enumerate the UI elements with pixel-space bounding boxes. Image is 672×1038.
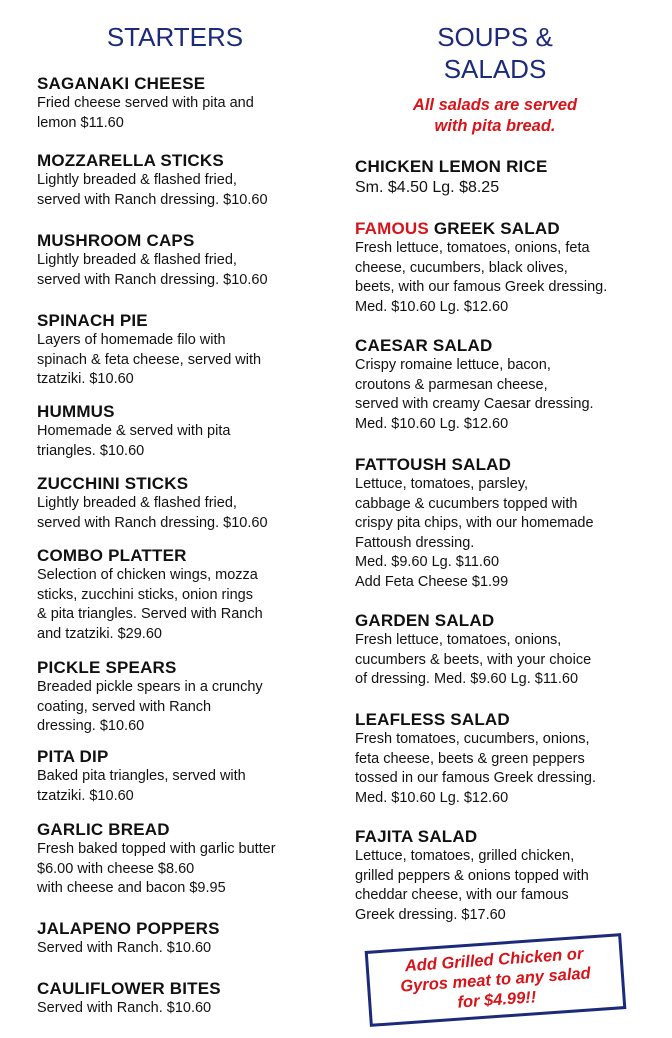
item-desc: Fried cheese served with pita and lemon $11.60: [37, 95, 254, 131]
item-desc: Lettuce, tomatoes, parsley, cabbage & cucumbers topped with crispy pita chips, with our homemade Fattoush dressing. Med. $9.60 Lg. $11.60 Add Feta Cheese $1.99: [355, 476, 594, 590]
soups-salads-heading: [395, 21, 595, 85]
menu-item: [355, 219, 655, 317]
item-desc: Fresh lettuce, tomatoes, onions, feta cheese, cucumbers, black olives, beets, with our famous Greek dressing. Med. $10.60 Lg. $12.60: [355, 240, 608, 315]
item-name: LEAFLESS SALAD: [355, 710, 510, 729]
item-desc: Lightly breaded & flashed fried, served with Ranch dressing. $10.60: [37, 495, 268, 531]
item-name: SPINACH PIE: [37, 311, 148, 330]
item-desc: Fresh baked topped with garlic butter $6.00 with cheese $8.60 with cheese and bacon $9.95: [37, 841, 276, 896]
menu-item: [37, 402, 337, 461]
item-desc: Breaded pickle spears in a crunchy coating, served with Ranch dressing. $10.60: [37, 679, 263, 734]
item-name: CAULIFLOWER BITES: [37, 979, 221, 998]
item-desc: Served with Ranch. $10.60: [37, 940, 212, 956]
salad-note: All salads are served with pita bread.: [412, 96, 578, 135]
menu-item: [355, 157, 655, 198]
item-name: PITA DIP: [37, 747, 109, 766]
menu-item: [37, 747, 337, 806]
item-name: JALAPENO POPPERS: [37, 919, 220, 938]
menu-item: [37, 979, 337, 1019]
item-desc: Lettuce, tomatoes, grilled chicken, grilled peppers & onions topped with cheddar cheese, with our famous Greek dressing. $17.60: [355, 848, 589, 923]
menu-item: [37, 820, 337, 899]
menu-item: [37, 474, 337, 533]
menu-item: [37, 231, 337, 290]
menu-item: [37, 546, 337, 644]
menu-item: [355, 336, 655, 434]
item-name: COMBO PLATTER: [37, 546, 187, 565]
menu-item: [355, 710, 655, 808]
menu-item: [37, 311, 337, 390]
heading-line: SALADS: [443, 54, 547, 84]
item-desc: Baked pita triangles, served with tzatziki. $10.60: [37, 768, 246, 804]
item-name: CHICKEN LEMON RICE: [355, 157, 548, 176]
heading-line: SOUPS &: [437, 22, 553, 52]
menu-item: [37, 151, 337, 210]
item-desc: Crispy romaine lettuce, bacon, croutons & parmesan cheese, served with creamy Caesar dressing. Med. $10.60 Lg. $12.60: [355, 357, 594, 432]
item-name: GARLIC BREAD: [37, 820, 170, 839]
item-desc: Selection of chicken wings, mozza sticks, zucchini sticks, onion rings & pita triangles. Served with Ranch and tzatziki. $29.60: [37, 567, 263, 642]
item-name: MUSHROOM CAPS: [37, 231, 195, 250]
item-desc: Homemade & served with pita triangles. $10.60: [37, 423, 231, 459]
item-desc: Served with Ranch. $10.60: [37, 1000, 212, 1016]
item-price: Sm. $4.50 Lg. $8.25: [355, 179, 500, 196]
menu-item: [37, 658, 337, 737]
menu-item: [355, 827, 655, 925]
item-name-highlight: FAMOUS: [355, 219, 429, 238]
promo-box: [365, 933, 627, 1027]
item-name: [355, 219, 655, 239]
menu-item: [37, 919, 337, 959]
item-name: FAJITA SALAD: [355, 827, 478, 846]
item-name-rest: GREEK SALAD: [428, 219, 560, 238]
promo-text: Add Grilled Chicken or Gyros meat to any salad for $4.99!!: [399, 944, 592, 1012]
item-desc: Lightly breaded & flashed fried, served with Ranch dressing. $10.60: [37, 172, 268, 208]
item-desc: Fresh tomatoes, cucumbers, onions, feta cheese, beets & green peppers tossed in our famous Greek dressing. Med. $10.60 Lg. $12.60: [355, 731, 596, 806]
item-name: MOZZARELLA STICKS: [37, 151, 224, 170]
item-name: HUMMUS: [37, 402, 115, 421]
starters-heading: STARTERS: [106, 22, 244, 52]
item-desc: Lightly breaded & flashed fried, served with Ranch dressing. $10.60: [37, 252, 268, 288]
item-name: GARDEN SALAD: [355, 611, 495, 630]
menu-item: [355, 611, 655, 690]
menu-item: [355, 455, 655, 592]
item-desc: Fresh lettuce, tomatoes, onions, cucumbers & beets, with your choice of dressing. Med. $9.60 Lg. $11.60: [355, 632, 592, 687]
item-name: FATTOUSH SALAD: [355, 455, 512, 474]
item-name: SAGANAKI CHEESE: [37, 74, 206, 93]
item-name: PICKLE SPEARS: [37, 658, 177, 677]
menu-item: [37, 74, 337, 133]
item-name: ZUCCHINI STICKS: [37, 474, 189, 493]
item-desc: Layers of homemade filo with spinach & feta cheese, served with tzatziki. $10.60: [37, 332, 262, 387]
item-name: CAESAR SALAD: [355, 336, 493, 355]
